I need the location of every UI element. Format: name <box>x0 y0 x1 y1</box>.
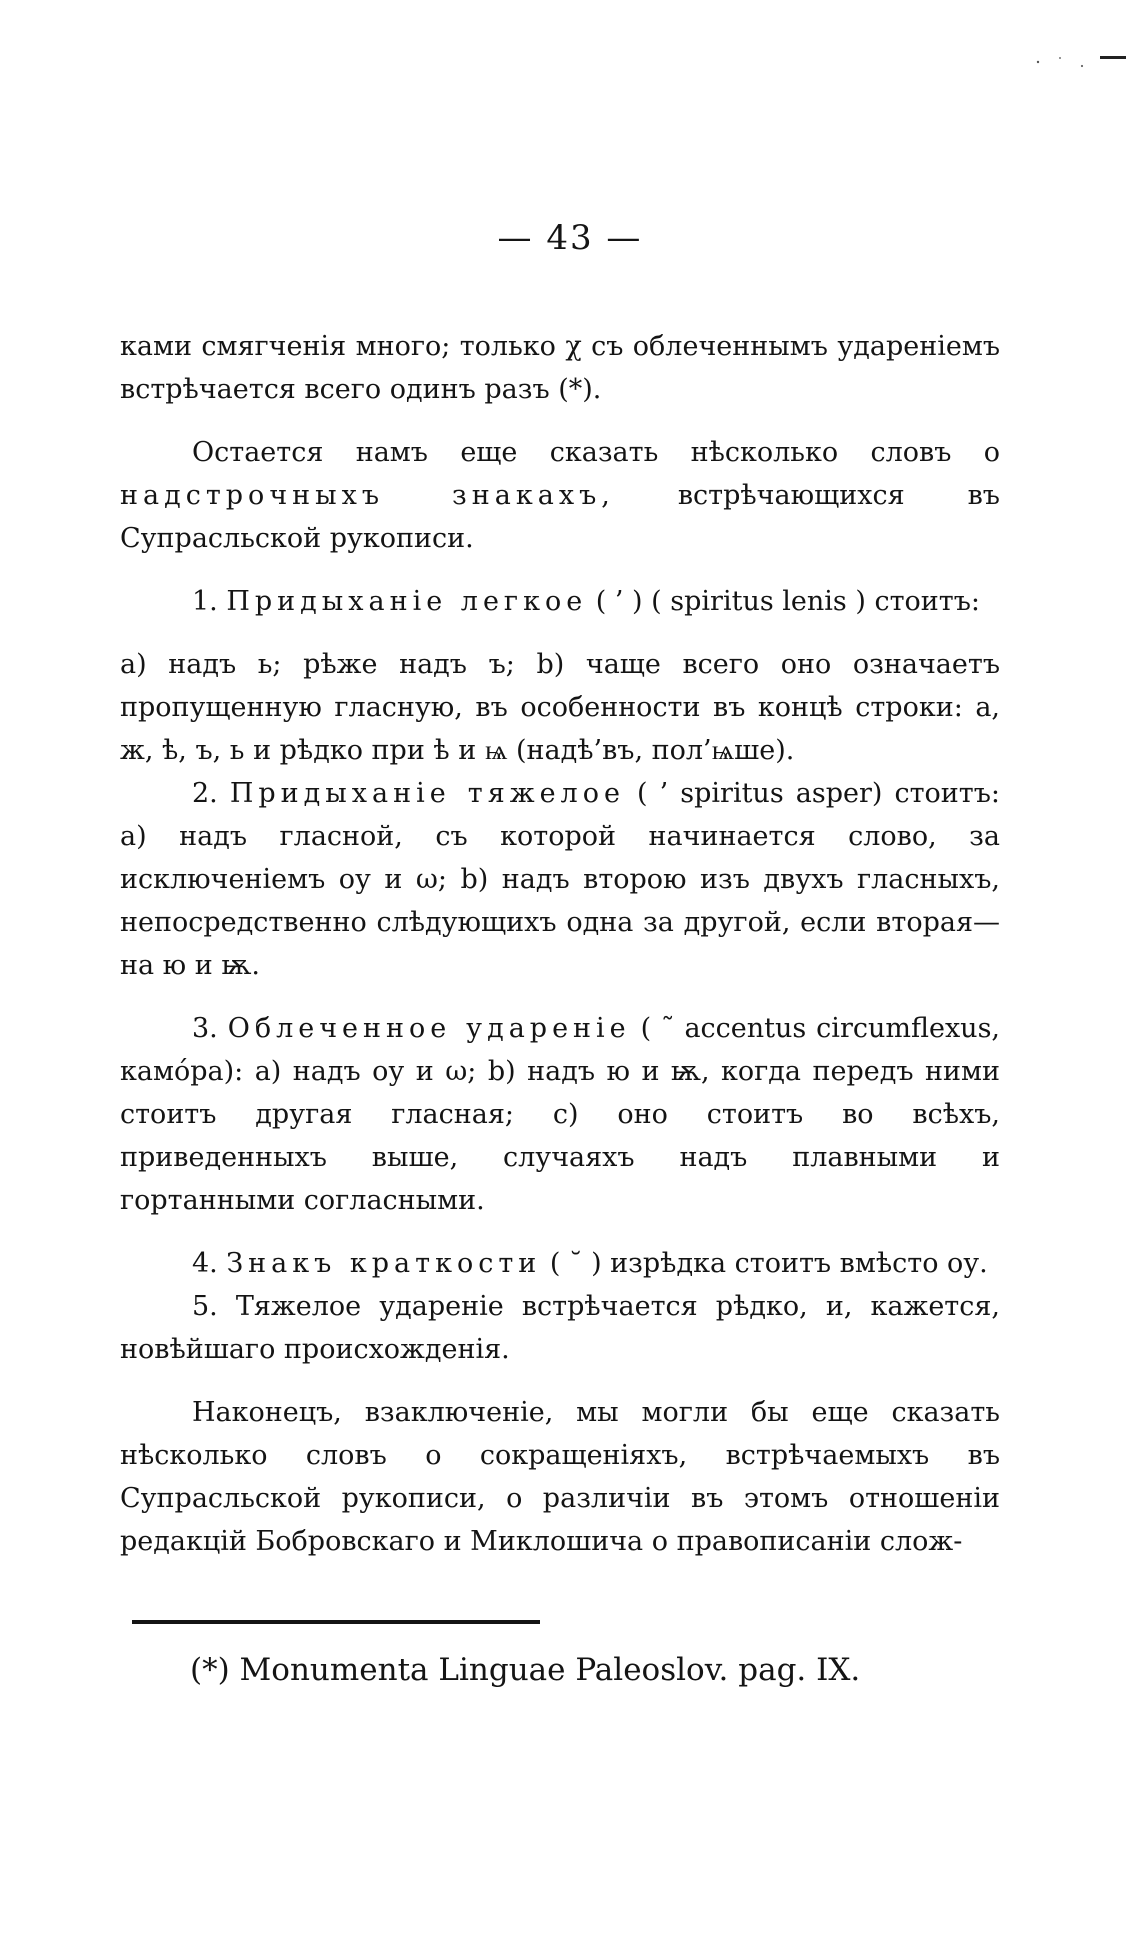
paragraph-5 <box>120 772 1000 987</box>
paragraph-6-number: 3. <box>192 1013 228 1044</box>
paragraph-8: 5. Тяжелое удареніе встрѣчается рѣдко, и, кажется, новѣйшаго происхожденія. <box>120 1291 1000 1365</box>
paragraph-7 <box>120 1242 1000 1285</box>
paragraph-6-rest: ( ˜ accentus circumflexus, камо́ра): а) надъ оу и ω; b) надъ ю и ѭ, когда передъ ними стоитъ другая гласная; c) оно стоитъ во всѣхъ, приведенныхъ выше, случаяхъ надъ плавными и гортанными согласными. <box>120 1013 1001 1216</box>
paragraph-2-spaced: надстрочныхъ знакахъ, <box>120 480 615 511</box>
footnote-divider <box>132 1620 540 1624</box>
scan-specks <box>1030 52 1130 92</box>
footnote: (*) Monumenta Linguae Paleoslov. pag. IX. <box>190 1652 861 1688</box>
paragraph-2 <box>120 431 1000 560</box>
paragraph-3 <box>120 580 1000 623</box>
main-text <box>120 325 1000 1563</box>
paragraph-5-rest: ( ’ spiritus asper) стоитъ: а) надъ гласной, съ которой начинается слово, за исключеніемъ оу и ω; b) надъ второю изъ двухъ гласныхъ, непосредственно слѣдующихъ одна за другой, если вторая—на ю и ѭ. <box>120 778 1000 981</box>
paragraph-3-number: 1. <box>192 586 227 617</box>
paragraph-5-number: 2. <box>192 778 230 809</box>
paragraph-9: Наконецъ, взаключеніе, мы могли бы еще сказать нѣсколько словъ о сокращеніяхъ, встрѣчаемыхъ въ Супрасльской рукописи, о различіи въ этомъ отношеніи редакцій Бобровскаго и Миклошича о правописаніи слож- <box>120 1397 1000 1557</box>
paragraph-3-heading: Придыханіе легкое <box>226 586 588 617</box>
paragraph-7-heading: Знакъ краткости <box>226 1248 542 1279</box>
paragraph-6 <box>120 1007 1000 1222</box>
paragraph-2-end: встрѣчающихся въ Супрасльской рукописи. <box>120 480 1000 554</box>
paragraph-2-start: Остается намъ еще сказать нѣсколько словъ о <box>192 437 1000 468</box>
paragraph-3-rest: ( ’ ) ( spiritus lenis ) стоитъ: <box>587 586 980 617</box>
paragraph-7-number: 4. <box>192 1248 227 1279</box>
paragraph-4: а) надъ ь; рѣже надъ ъ; b) чаще всего оно означаетъ пропущенную гласную, въ особенности въ концѣ строки: а, ж, ѣ, ъ, ь и рѣдко при ѣ и ѩ (надѣ’въ, пол’ѩше). <box>120 649 1000 766</box>
paragraph-1: ками смягченія много; только χ съ облеченнымъ удареніемъ встрѣчается всего одинъ разъ (*). <box>120 331 1000 405</box>
page-number: — 43 — <box>497 218 643 258</box>
paragraph-7-rest: ( ˘ ) изрѣдка стоитъ вмѣсто оу. <box>541 1248 988 1279</box>
paragraph-6-heading: Облеченное удареніе <box>227 1013 631 1044</box>
paragraph-5-heading: Придыханіе тяжелое <box>229 778 625 809</box>
